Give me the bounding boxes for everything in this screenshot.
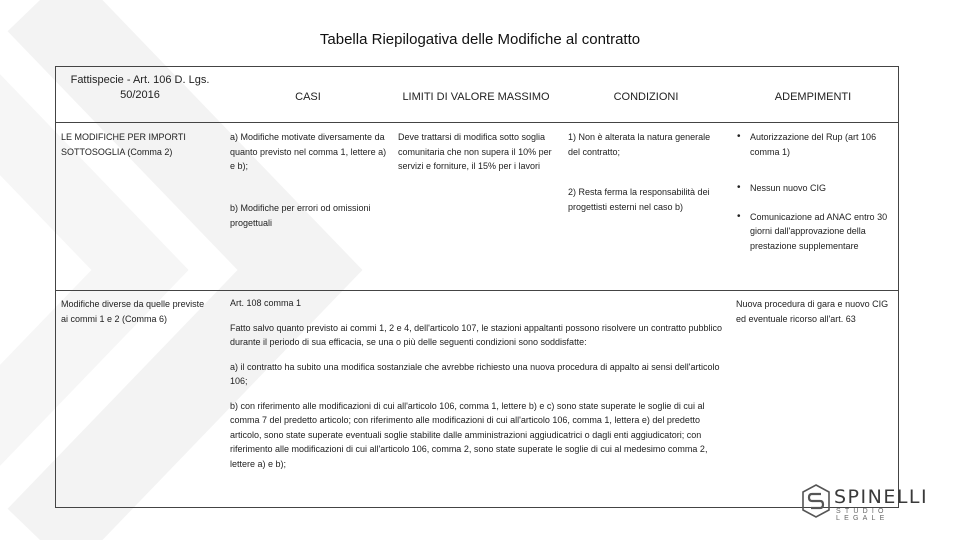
header-limiti: LIMITI DI VALORE MASSIMO [402,91,550,103]
logo-emblem-icon [802,484,830,518]
row1-condizione-2: 2) Resta ferma la responsabilità dei progettisti esterni nel caso b) [568,187,710,212]
row2-adempimenti: Nuova procedura di gara e nuovo CIG ed eventuale ricorso all'art. 63 [736,299,889,324]
row1-casi-b: b) Modifiche per errori od omissioni progettuali [230,203,371,228]
logo-name: SPINELLI [834,486,929,508]
header-adempimenti: ADEMPIMENTI [774,91,852,103]
adempimenti-list [734,130,894,253]
row1-limiti: Deve trattarsi di modifica sotto soglia comunitaria che non supera il 10% per servizi e forniture, il 15% per i lavori [398,132,552,171]
header-casi: CASI [295,91,321,103]
row2-intro: Fatto salvo quanto previsto ai commi 1, 2 e 4, dell'articolo 107, le stazioni appaltanti possono risolvere un contratto pubblico durante il periodo di sua efficacia, se una o più delle seguenti condizioni sono soddisfatte: [230,322,722,347]
row2-art: Art. 108 comma 1 [230,298,302,308]
row2-description [230,296,724,481]
row1-fattispecie: LE MODIFICHE PER IMPORTI SOTTOSOGLIA (Comma 2) [61,132,186,157]
adempimento-item: • Autorizzazione del Rup (art 106 comma 1) [734,130,894,159]
adempimento-item: • Nessun nuovo CIG [734,181,894,196]
header-separator [55,122,899,123]
row2-point-b: b) con riferimento alle modificazioni di cui all'articolo 106, comma 1, lettere b) e c) sono state superate le soglie di cui al comma 7 del predetto articolo; con riferimento alle modificazioni di cui all'articolo 106, comma 1, lettera e) del predetto articolo, sono state superate eventuali soglie stabilite dalle amministrazioni aggiudicatrici o dagli enti aggiudicatori; con riferimento alle modificazioni di cui all'articolo 106, comma 2, sono state superate le soglie di cui al medesimo comma 2, lettere a) e b); [230,400,708,469]
row1-adempimenti [734,130,894,267]
row2-fattispecie: Modifiche diverse da quelle previste ai commi 1 e 2 (Comma 6) [61,299,205,324]
row1-condizione-1: 1) Non è alterata la natura generale del contratto; [568,132,711,157]
row1-casi-a: a) Modifiche motivate diversamente da quanto previsto nel comma 1, lettere a) e b); [230,132,387,171]
header-fattispecie: Fattispecie - Art. 106 D. Lgs. 50/2016 [70,74,210,101]
header-condizioni: CONDIZIONI [613,91,679,103]
adempimento-item: • Comunicazione ad ANAC entro 30 giorni dall'approvazione della prestazione supplementare [734,210,894,254]
slide-title: Tabella Riepilogativa delle Modifiche al contratto [319,31,641,48]
logo-subtitle: STUDIO LEGALE [836,508,889,522]
spinelli-logo [802,484,942,520]
row2-point-a: a) il contratto ha subito una modifica sostanziale che avrebbe richiesto una nuova procedura di appalto ai sensi dell'articolo 106; [230,361,720,386]
row-separator [55,290,899,291]
